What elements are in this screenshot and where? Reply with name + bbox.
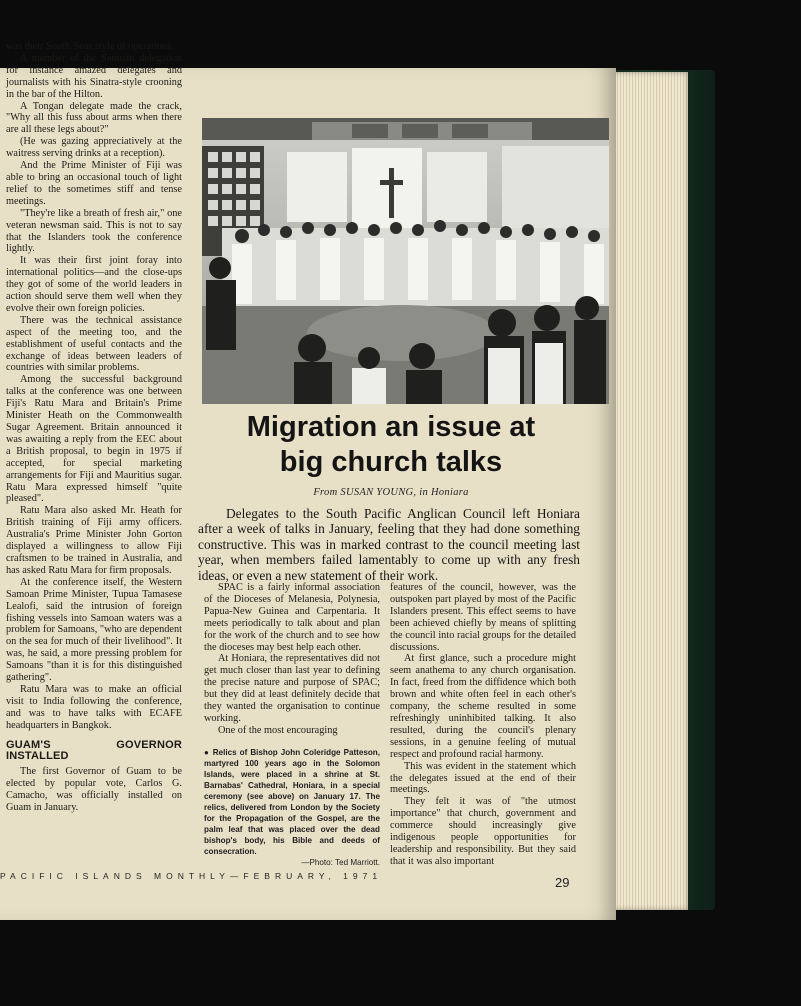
left-paragraph: Ratu Mara was to make an official visit to India following the conference, and was to have talks with ECAFE headquarters in Bangkok. <box>6 683 182 731</box>
left-paragraph: "They're like a breath of fresh air," one veteran newsman said. This is not to say that the Islanders took the conference lightly. <box>6 207 182 255</box>
mid-paragraph: SPAC is a fairly informal association of the Dioceses of Melanesia, Polynesia, Papua-New Guinea and Carpentaria. It meets periodically to talk about and plan for the work of the church and to see how the dioceses may best help each other. <box>204 582 380 653</box>
left-paragraph: Ratu Mara also asked Mr. Heath for British training of Fiji army officers. Australia's Prime Minister John Gorton displayed a willingness to allow Fiji craftsmen to be trained in Australia, and has asked Ratu Mara for firm proposals. <box>6 505 182 576</box>
left-paragraph: It was their first joint foray into international politics—and the close-ups they got of some of the world leaders in action should serve them well when they evolve their own foreign policies. <box>6 255 182 314</box>
right-paragraph: They felt it was of "the utmost importance" that church, government and commerce should increasingly give indigenous people opportunities for leadership and responsibility. But they said that it was also important <box>390 796 576 867</box>
headline-line-2: big church talks <box>279 446 503 478</box>
caption-text: ● Relics of Bishop John Coleridge Patteson, martyred 100 years ago in the Solomon Islands, were placed in a shrine at St. Barnabas' Cathedral, Honiara, in a special ceremony (see above) on January 17. The relics, delivered from London by the Society for the Propagation of the Gospel, are the palm leaf that was placed over the dead bishop's body, his Bible and deeds of consecration. <box>204 747 380 856</box>
middle-column <box>204 582 380 868</box>
right-paragraph: This was evident in the statement which the delegates issued at the end of their meetings. <box>390 760 576 796</box>
page-number: 29 <box>555 875 570 890</box>
photo-caption <box>204 747 380 868</box>
cathedral-ceremony-photo <box>202 118 609 404</box>
guam-paragraph: The first Governor of Guam to be elected by popular vote, Carlos G. Camacho, was officially installed on Guam in January. <box>6 766 182 814</box>
left-paragraph: A Tongan delegate made the crack, "Why all this fuss about arms when there are all these legs about?" <box>6 100 182 136</box>
mid-paragraph: At Honiara, the representatives did not get much closer than last year to defining the precise nature and purpose of SPAC; but they did at least definitely decide that they wanted the organisation to continue working. <box>204 653 380 724</box>
left-paragraph: There was the technical assistance aspect of the meeting too, and the establishment of useful contacts and the exchange of ideas between leaders of countries with similar problems. <box>6 314 182 374</box>
article-lede <box>198 506 580 583</box>
byline-author: SUSAN YOUNG, <box>340 487 417 498</box>
lede-paragraph: Delegates to the South Pacific Anglican Council left Honiara after a week of talks in January, feeling that they had done something constructive. This was in marked contrast to the council meeting last year, when members failed lamentably to come up with any fresh ideas, or even a new statement of their work. <box>198 506 580 583</box>
left-paragraph: A member of the Samoan delegation for instance amazed delegates and journalists with his Sinatra-style crooning in the bar of the Hilton. <box>6 52 182 100</box>
right-paragraph: At first glance, such a procedure might seem anathema to any church organisation. In fact, freed from the diffidence which both brown and white often feel in each other's company, the scheme resulted in some refreshingly uninhibited talking. It also resulted, during the council's plenary sessions, in a genuine feeling of mutual respect and profound racial harmony. <box>390 653 576 760</box>
right-column <box>390 582 576 868</box>
photo-illustration <box>202 118 609 404</box>
left-paragraph: (He was gazing appreciatively at the waitress serving drinks at a reception). <box>6 136 182 160</box>
left-paragraph: And the Prime Minister of Fiji was able to bring an occasional touch of light relief to the sometimes stiff and tense meetings. <box>6 160 182 207</box>
mid-paragraph: One of the most encouraging <box>218 724 338 736</box>
left-column <box>6 41 182 814</box>
guam-subhead: GUAM'S GOVERNOR INSTALLED <box>6 738 182 763</box>
left-paragraph: Among the successful background talks at the conference was one between Fiji's Ratu Mara and Britain's Prime Minister Heath on the Commonwealth Sugar Agreement. Britain announced it was awaiting a reply from the EEC about a British proposal, to begin in 1975 if accepted, for special marketing arrangements for Fiji and Mauritius sugar. Ratu Mara expressed himself "quite pleased". <box>6 374 182 505</box>
right-paragraph: features of the council, however, was the outspoken part played by most of the Pacific Islanders present. This effect seems to have been achieved chiefly by means of splitting the council into racial groups for the detailed discussions. <box>390 582 576 653</box>
byline-location: in Honiara <box>419 487 469 498</box>
article-headline <box>206 410 576 480</box>
headline-line-1: Migration an issue at <box>246 411 536 443</box>
page-edges <box>612 72 688 910</box>
left-paragraph: At the conference itself, the Western Samoan Prime Minister, Tupua Tamasese Lealofi, said the intrusion of foreign fishing vessels into Samoan waters was a problem for Samoans, "who are dependent on the sea for much of their livelihood". It was, he said, a more pressing problem for Samoans "than it is for this distinguished gathering". <box>6 576 182 684</box>
article-byline <box>206 487 576 498</box>
left-paragraph: was their South-Seas style of operations. <box>6 41 174 52</box>
running-footer: PACIFIC ISLANDS MONTHLY—FEBRUARY, 1971 <box>0 871 383 881</box>
photo-credit: —Photo: Ted Marriott. <box>301 857 380 867</box>
byline-prefix: From <box>313 487 338 498</box>
